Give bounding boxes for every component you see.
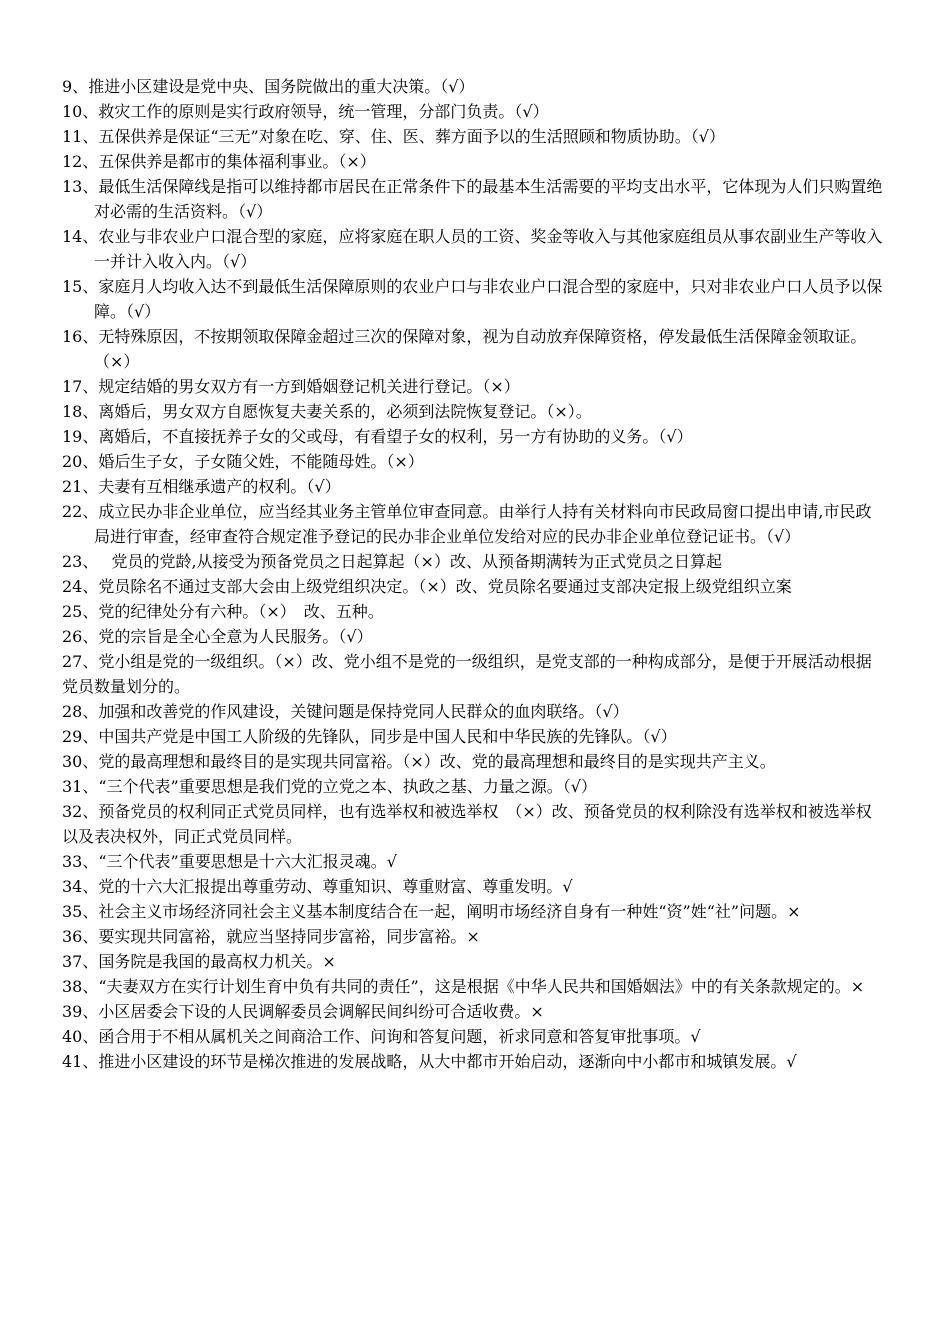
- question-text: 党的十六大汇报提出尊重劳动、尊重知识、尊重财富、尊重发明。√: [98, 877, 573, 896]
- question-item: [62, 149, 884, 174]
- question-separator: 、: [82, 577, 99, 596]
- question-separator: 、: [82, 602, 99, 621]
- question-separator: 、: [82, 1002, 99, 1021]
- question-separator: 、: [82, 152, 99, 171]
- question-number: 15: [62, 277, 83, 296]
- question-number: 39: [62, 1002, 83, 1021]
- question-separator: 、: [82, 877, 99, 896]
- question-text: 家庭月人均收入达不到最低生活保障原则的农业户口与非农业户口混合型的家庭中，只对非农业户口人员予以保障。（√）: [94, 277, 883, 321]
- question-text: “夫妻双方在实行计划生育中负有共同的责任”，这是根据《中华人民共和国婚姻法》中的有关条款规定的。×: [98, 977, 865, 996]
- question-separator: 、: [82, 427, 99, 446]
- question-item: [62, 274, 884, 324]
- question-text: 党小组是党的一级组织。（×）改、党小组不是党的一级组织，是党支部的一种构成部分，是便于开展活动根据党员数量划分的。: [62, 652, 872, 696]
- question-item: [62, 974, 884, 999]
- question-separator: 、: [82, 627, 99, 646]
- question-separator: 、: [82, 927, 99, 946]
- question-number: 38: [62, 977, 83, 996]
- question-item: [62, 424, 884, 449]
- question-number: 30: [62, 752, 83, 771]
- question-item: [62, 849, 884, 874]
- question-text: 推进小区建设是党中央、国务院做出的重大决策。（√）: [88, 77, 475, 96]
- question-separator: 、: [82, 977, 99, 996]
- question-separator: 、: [82, 402, 99, 421]
- question-number: 14: [62, 227, 83, 246]
- question-item: [62, 549, 884, 574]
- question-item: [62, 574, 884, 599]
- question-text: “三个代表”重要思想是十六大汇报灵魂。√: [98, 852, 397, 871]
- question-separator: 、: [82, 177, 99, 196]
- question-text: 离婚后，不直接抚养子女的父或母，有看望子女的权利，另一方有协助的义务。（√）: [98, 427, 693, 446]
- question-text: 党的最高理想和最终目的是实现共同富裕。（×）改、党的最高理想和最终目的是实现共产主义。: [98, 752, 776, 771]
- question-text: 成立民办非企业单位，应当经其业务主管单位审查同意。由举行人持有关材料向市民政局窗口提出申请,市民政局进行审查，经审查符合规定准予登记的民办非企业单位发给对应的民办非企业单位登记证书。（√）: [94, 502, 872, 546]
- question-text: 国务院是我国的最高权力机关。×: [98, 952, 336, 971]
- question-text: 党的纪律处分有六种。（×） 改、五种。: [98, 602, 384, 621]
- question-separator: 、: [82, 227, 99, 246]
- question-text: 小区居委会下设的人民调解委员会调解民间纠纷可合适收费。×: [98, 1002, 544, 1021]
- question-text: 函合用于不相从属机关之间商洽工作、问询和答复问题，祈求同意和答复审批事项。√: [98, 1027, 701, 1046]
- question-separator: 、: [82, 452, 99, 471]
- question-item: [62, 374, 884, 399]
- question-number: 40: [62, 1027, 83, 1046]
- question-item: [62, 74, 884, 99]
- question-text: 加强和改善党的作风建设，关键问题是保持党同人民群众的血肉联络。（√）: [98, 702, 629, 721]
- question-separator: 、: [82, 852, 99, 871]
- question-number: 11: [62, 127, 83, 146]
- question-text: 党员除名不通过支部大会由上级党组织决定。（×）改、党员除名要通过支部决定报上级党组织立案: [98, 577, 792, 596]
- question-separator: 、: [82, 952, 99, 971]
- question-text: 婚后生子女，子女随父姓，不能随母姓。（×）: [98, 452, 424, 471]
- question-text: 党的宗旨是全心全意为人民服务。（√）: [98, 627, 373, 646]
- question-item: [62, 1024, 884, 1049]
- question-separator: 、: [82, 902, 99, 921]
- question-item: [62, 774, 884, 799]
- question-item: [62, 474, 884, 499]
- question-separator: 、: [82, 702, 99, 721]
- question-number: 37: [62, 952, 83, 971]
- question-text: 预备党员的权利同正式党员同样，也有选举权和被选举权 （×）改、预备党员的权利除没有选举权和被选举权以及表决权外，同正式党员同样。: [62, 802, 872, 846]
- question-text: 救灾工作的原则是实行政府领导，统一管理，分部门负责。（√）: [98, 102, 549, 121]
- question-item: [62, 99, 884, 124]
- question-separator: 、: [82, 802, 99, 821]
- question-separator: 、: [72, 77, 89, 96]
- question-number: 22: [62, 502, 83, 521]
- question-number: 41: [62, 1052, 83, 1071]
- question-number: 25: [62, 602, 83, 621]
- question-separator: 、: [82, 752, 99, 771]
- question-separator: 、: [82, 277, 99, 296]
- question-item: [62, 599, 884, 624]
- question-number: 10: [62, 102, 83, 121]
- question-separator: 、: [82, 727, 99, 746]
- question-item: [62, 399, 884, 424]
- question-item: [62, 324, 884, 374]
- document-page: [62, 74, 884, 1074]
- question-item: [62, 449, 884, 474]
- question-item: [62, 724, 884, 749]
- question-number: 20: [62, 452, 83, 471]
- question-number: 31: [62, 777, 83, 796]
- question-item: [62, 699, 884, 724]
- question-number: 17: [62, 377, 83, 396]
- question-item: [62, 624, 884, 649]
- question-number: 23: [62, 552, 83, 571]
- question-text: 农业与非农业户口混合型的家庭，应将家庭在职人员的工资、奖金等收入与其他家庭组员从事农副业生产等收入一并计入收入内。（√）: [94, 227, 883, 271]
- question-number: 29: [62, 727, 83, 746]
- question-separator: 、: [82, 552, 91, 571]
- question-separator: 、: [82, 777, 99, 796]
- question-number: 36: [62, 927, 83, 946]
- question-text: 中国共产党是中国工人阶级的先锋队，同步是中国人民和中华民族的先锋队。（√）: [98, 727, 677, 746]
- question-item: [62, 749, 884, 774]
- question-item: [62, 874, 884, 899]
- question-separator: 、: [82, 1027, 99, 1046]
- question-text: 规定结婚的男女双方有一方到婚姻登记机关进行登记。（×）: [98, 377, 520, 396]
- question-separator: 、: [82, 502, 99, 521]
- question-number: 26: [62, 627, 83, 646]
- question-item: [62, 224, 884, 274]
- question-item: [62, 999, 884, 1024]
- question-text: 推进小区建设的环节是梯次推进的发展战略，从大中都市开始启动，逐渐向中小都市和城镇发展。√: [98, 1052, 797, 1071]
- question-item: [62, 949, 884, 974]
- question-text: 五保供养是保证“三无”对象在吃、穿、住、医、葬方面予以的生活照顾和物质协助。（√）: [98, 127, 725, 146]
- question-item: [62, 124, 884, 149]
- question-item: [62, 1049, 884, 1074]
- question-number: 16: [62, 327, 83, 346]
- question-item: [62, 899, 884, 924]
- question-item: [62, 649, 884, 699]
- question-number: 21: [62, 477, 83, 496]
- question-text: 要实现共同富裕，就应当坚持同步富裕，同步富裕。×: [98, 927, 480, 946]
- question-text: 五保供养是都市的集体福利事业。（×）: [98, 152, 376, 171]
- question-separator: 、: [82, 377, 99, 396]
- question-number: 9: [62, 77, 73, 96]
- question-number: 27: [62, 652, 83, 671]
- question-item: [62, 174, 884, 224]
- question-separator: 、: [82, 477, 99, 496]
- question-number: 12: [62, 152, 83, 171]
- question-number: 24: [62, 577, 83, 596]
- question-number: 32: [62, 802, 83, 821]
- question-text: “三个代表”重要思想是我们党的立党之本、执政之基、力量之源。（√）: [98, 777, 597, 796]
- question-text: 社会主义市场经济同社会主义基本制度结合在一起，阐明市场经济自身有一种姓“资”姓“社”问题。×: [98, 902, 801, 921]
- question-separator: 、: [82, 327, 99, 346]
- question-number: 13: [62, 177, 83, 196]
- question-separator: 、: [82, 102, 99, 121]
- question-text: 夫妻有互相继承遗产的权利。（√）: [98, 477, 341, 496]
- question-item: [62, 499, 884, 549]
- question-number: 34: [62, 877, 83, 896]
- question-number: 33: [62, 852, 83, 871]
- question-item: [62, 799, 884, 849]
- question-number: 18: [62, 402, 83, 421]
- question-separator: 、: [82, 127, 99, 146]
- question-text: 无特殊原因，不按期领取保障金超过三次的保障对象，视为自动放弃保障资格，停发最低生活保障金领取证。（×）: [94, 327, 867, 371]
- question-text: 离婚后，男女双方自愿恢复夫妻关系的，必须到法院恢复登记。（×）。: [98, 402, 592, 421]
- question-text: 党员的党龄,从接受为预备党员之日起算起（×）改、从预备期满转为正式党员之日算起: [90, 552, 722, 571]
- question-separator: 、: [82, 652, 99, 671]
- question-separator: 、: [82, 1052, 99, 1071]
- question-number: 35: [62, 902, 83, 921]
- question-number: 19: [62, 427, 83, 446]
- question-text: 最低生活保障线是指可以维持都市居民在正常条件下的最基本生活需要的平均支出水平，它体现为人们只购置绝对必需的生活资料。（√）: [94, 177, 883, 221]
- question-number: 28: [62, 702, 83, 721]
- question-item: [62, 924, 884, 949]
